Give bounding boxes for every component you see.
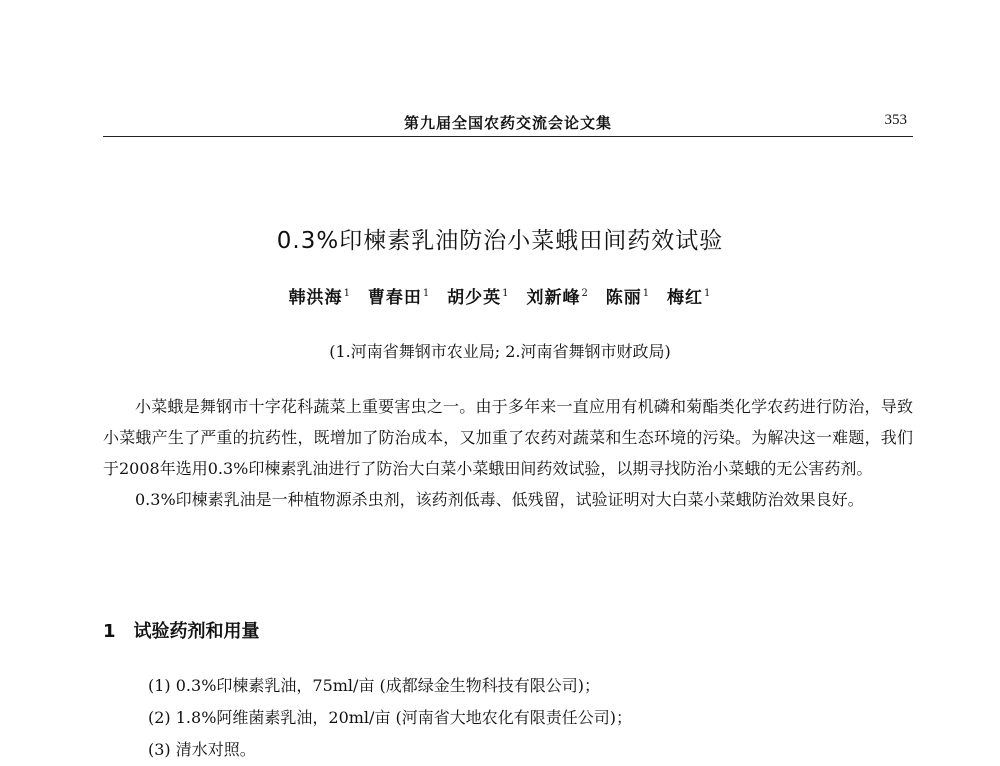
author-list — [0, 283, 1000, 308]
list-item: (3) 清水对照。 — [148, 740, 256, 759]
author — [606, 288, 650, 308]
author-affiliation-mark: 1 — [502, 288, 510, 300]
author — [447, 288, 509, 308]
affiliations: (1.河南省舞钢市农业局; 2.河南省舞钢市财政局) — [329, 342, 671, 361]
author-affiliation-mark: 1 — [704, 288, 712, 300]
running-header — [103, 112, 913, 137]
author-name: 胡少英 — [447, 288, 502, 308]
author — [667, 288, 711, 308]
author — [368, 288, 430, 308]
author-affiliation-mark: 1 — [422, 288, 431, 300]
section-heading — [103, 617, 260, 643]
article-title: 0.3%印楝素乳油防治小菜蛾田间药效试验 — [276, 228, 724, 254]
abstract-body — [103, 391, 913, 515]
author-name: 韩洪海 — [288, 288, 343, 308]
body-paragraph: 0.3%印楝素乳油是一种植物源杀虫剂，该药剂低毒、低残留，试验证明对大白菜小菜蛾防治效果良好。 — [135, 490, 864, 509]
author-affiliation-mark: 1 — [343, 288, 351, 300]
author-name: 刘新峰 — [526, 288, 581, 308]
author-affiliation-mark: 1 — [642, 288, 651, 300]
journal-title: 第九届全国农药交流会论文集 — [403, 114, 612, 132]
page-number: 353 — [884, 112, 907, 128]
list-item: (1) 0.3%印楝素乳油，75ml/亩 (成都绿金生物科技有限公司)； — [148, 676, 601, 695]
section-title: 试验药剂和用量 — [133, 621, 260, 642]
treatment-list — [148, 670, 632, 766]
author-name: 梅红 — [667, 288, 704, 308]
body-paragraph: 小菜蛾是舞钢市十字花科蔬菜上重要害虫之一。由于多年来一直应用有机磷和菊酯类化学农药进行防治，导致小菜蛾产生了严重的抗药性，既增加了防治成本，又加重了农药对蔬菜和生态环境的污染。为解决这一难题，我们于2008年选用0.3%印楝素乳油进行了防治大白菜小菜蛾田间药效试验，以期寻找防治小菜蛾的无公害药剂。 — [103, 397, 913, 478]
section-number: 1 — [103, 621, 116, 642]
author-affiliation-mark: 2 — [581, 288, 589, 300]
author — [289, 288, 351, 308]
author-name: 陈丽 — [605, 288, 642, 308]
list-item: (2) 1.8%阿维菌素乳油，20ml/亩 (河南省大地农化有限责任公司)； — [148, 708, 633, 727]
author-name: 曹春田 — [367, 288, 422, 308]
author — [526, 288, 588, 308]
